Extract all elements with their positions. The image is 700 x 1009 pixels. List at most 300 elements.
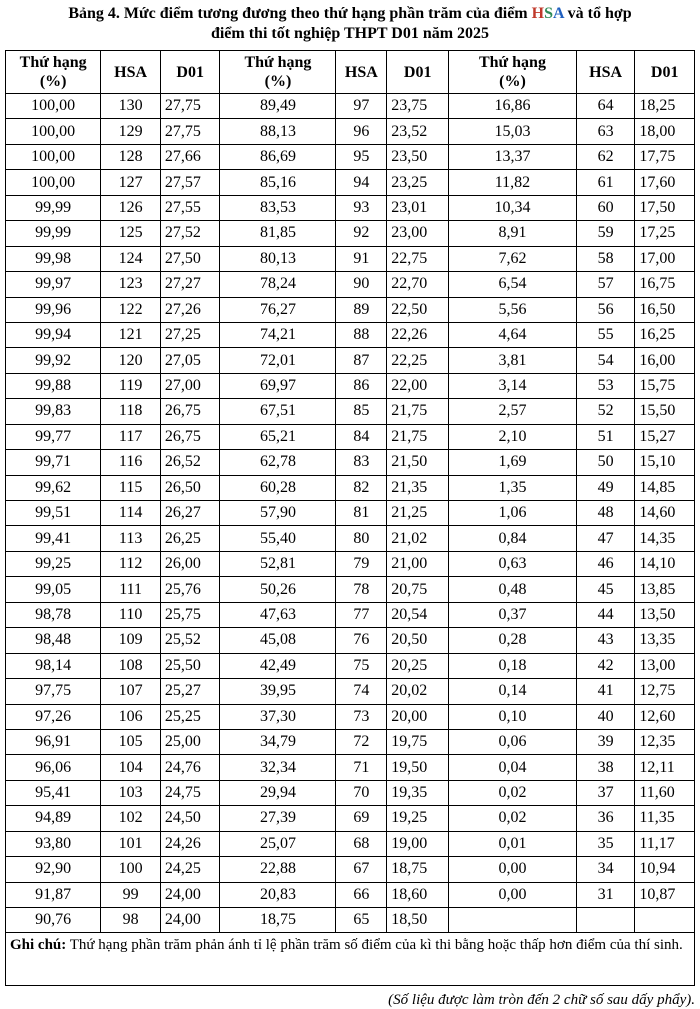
table-row xyxy=(6,322,695,347)
table-cell: 94,89 xyxy=(6,806,101,831)
table-cell: 109 xyxy=(101,628,161,653)
table-cell xyxy=(635,908,695,933)
table-cell: 55 xyxy=(576,322,635,347)
table-cell: 23,50 xyxy=(387,144,449,169)
table-cell: 100,00 xyxy=(6,144,101,169)
table-row xyxy=(6,628,695,653)
table-cell: 27,26 xyxy=(160,297,220,322)
table-cell: 16,86 xyxy=(449,94,577,119)
table-cell: 0,01 xyxy=(449,831,577,856)
table-cell: 27,05 xyxy=(160,348,220,373)
table-cell xyxy=(449,908,577,933)
table-cell: 12,75 xyxy=(635,679,695,704)
table-cell: 97 xyxy=(336,94,387,119)
table-cell: 70 xyxy=(336,780,387,805)
table-cell: 97,26 xyxy=(6,704,101,729)
table-cell: 20,75 xyxy=(387,577,449,602)
table-cell: 22,26 xyxy=(387,322,449,347)
table-cell: 107 xyxy=(101,679,161,704)
table-cell: 25,50 xyxy=(160,653,220,678)
table-cell: 99,77 xyxy=(6,424,101,449)
table-cell: 17,00 xyxy=(635,246,695,271)
table-row xyxy=(6,450,695,475)
title-text-after: và tổ hợp xyxy=(563,5,632,22)
table-cell: 47,63 xyxy=(220,602,336,627)
table-cell: 69,97 xyxy=(220,373,336,398)
table-cell: 27,55 xyxy=(160,195,220,220)
table-cell: 11,82 xyxy=(449,170,577,195)
table-cell: 14,85 xyxy=(635,475,695,500)
table-cell: 88 xyxy=(336,322,387,347)
table-cell: 125 xyxy=(101,221,161,246)
table-cell: 112 xyxy=(101,551,161,576)
table-cell: 23,25 xyxy=(387,170,449,195)
table-cell: 130 xyxy=(101,94,161,119)
table-cell: 82 xyxy=(336,475,387,500)
table-cell: 93,80 xyxy=(6,831,101,856)
table-cell: 37 xyxy=(576,780,635,805)
table-cell: 0,28 xyxy=(449,628,577,653)
header-d01: D01 xyxy=(160,51,220,94)
note-label: Ghi chú: xyxy=(10,937,67,954)
table-cell: 94 xyxy=(336,170,387,195)
table-row xyxy=(6,526,695,551)
table-cell: 99,05 xyxy=(6,577,101,602)
table-cell: 106 xyxy=(101,704,161,729)
table-cell: 99,83 xyxy=(6,399,101,424)
table-cell: 100 xyxy=(101,857,161,882)
note-cell xyxy=(6,933,695,986)
table-cell: 25,00 xyxy=(160,729,220,754)
table-row xyxy=(6,602,695,627)
table-cell: 18,25 xyxy=(635,94,695,119)
table-cell: 34 xyxy=(576,857,635,882)
table-row xyxy=(6,399,695,424)
table-cell: 11,17 xyxy=(635,831,695,856)
table-cell: 5,56 xyxy=(449,297,577,322)
table-cell: 22,88 xyxy=(220,857,336,882)
table-cell: 96 xyxy=(336,119,387,144)
table-cell: 31 xyxy=(576,882,635,907)
table-cell: 20,50 xyxy=(387,628,449,653)
table-cell: 27,25 xyxy=(160,322,220,347)
table-cell: 27,00 xyxy=(160,373,220,398)
table-cell: 18,00 xyxy=(635,119,695,144)
table-cell: 119 xyxy=(101,373,161,398)
table-cell: 40 xyxy=(576,704,635,729)
header-rank: Thứ hạng (%) xyxy=(220,51,336,94)
table-cell: 11,60 xyxy=(635,780,695,805)
table-cell: 99,98 xyxy=(6,246,101,271)
header-row xyxy=(6,51,695,94)
table-cell: 25,07 xyxy=(220,831,336,856)
table-cell: 24,76 xyxy=(160,755,220,780)
table-cell: 19,35 xyxy=(387,780,449,805)
table-cell: 47 xyxy=(576,526,635,551)
table-cell: 0,04 xyxy=(449,755,577,780)
table-cell: 79 xyxy=(336,551,387,576)
table-cell: 124 xyxy=(101,246,161,271)
table-cell: 48 xyxy=(576,501,635,526)
table-cell: 128 xyxy=(101,144,161,169)
table-row xyxy=(6,653,695,678)
table-cell: 74,21 xyxy=(220,322,336,347)
header-rank: Thứ hạng (%) xyxy=(449,51,577,94)
table-cell: 122 xyxy=(101,297,161,322)
table-cell: 23,52 xyxy=(387,119,449,144)
table-cell: 20,00 xyxy=(387,704,449,729)
table-cell: 20,25 xyxy=(387,653,449,678)
table-cell: 25,75 xyxy=(160,602,220,627)
table-cell: 26,00 xyxy=(160,551,220,576)
table-cell: 86,69 xyxy=(220,144,336,169)
table-cell: 57,90 xyxy=(220,501,336,526)
table-cell: 85 xyxy=(336,399,387,424)
table-row xyxy=(6,857,695,882)
table-cell: 22,25 xyxy=(387,348,449,373)
table-cell: 83 xyxy=(336,450,387,475)
table-cell: 15,27 xyxy=(635,424,695,449)
table-cell: 99,88 xyxy=(6,373,101,398)
table-cell: 71 xyxy=(336,755,387,780)
table-row xyxy=(6,373,695,398)
table-row xyxy=(6,755,695,780)
table-cell: 0,00 xyxy=(449,857,577,882)
table-cell: 17,75 xyxy=(635,144,695,169)
table-cell: 41 xyxy=(576,679,635,704)
table-cell: 20,02 xyxy=(387,679,449,704)
table-cell: 50 xyxy=(576,450,635,475)
table-cell: 78,24 xyxy=(220,272,336,297)
table-cell: 15,50 xyxy=(635,399,695,424)
table-row xyxy=(6,704,695,729)
note-row xyxy=(6,933,695,986)
table-cell: 81 xyxy=(336,501,387,526)
table-cell: 3,14 xyxy=(449,373,577,398)
table-row xyxy=(6,221,695,246)
table-cell: 67 xyxy=(336,857,387,882)
table-cell: 54 xyxy=(576,348,635,373)
table-cell: 14,35 xyxy=(635,526,695,551)
table-cell: 89,49 xyxy=(220,94,336,119)
table-cell: 26,27 xyxy=(160,501,220,526)
table-cell: 24,26 xyxy=(160,831,220,856)
table-cell: 0,02 xyxy=(449,806,577,831)
table-cell: 65 xyxy=(336,908,387,933)
table-cell: 74 xyxy=(336,679,387,704)
table-cell: 19,50 xyxy=(387,755,449,780)
table-cell: 10,34 xyxy=(449,195,577,220)
table-cell: 23,75 xyxy=(387,94,449,119)
table-row xyxy=(6,170,695,195)
table-cell: 51 xyxy=(576,424,635,449)
table-row xyxy=(6,882,695,907)
table-cell: 0,10 xyxy=(449,704,577,729)
table-cell: 93 xyxy=(336,195,387,220)
table-body xyxy=(6,94,695,933)
table-cell: 24,75 xyxy=(160,780,220,805)
table-cell: 98 xyxy=(101,908,161,933)
table-cell: 7,62 xyxy=(449,246,577,271)
table-cell: 19,25 xyxy=(387,806,449,831)
table-cell: 22,00 xyxy=(387,373,449,398)
table-cell: 50,26 xyxy=(220,577,336,602)
table-cell: 0,48 xyxy=(449,577,577,602)
table-cell: 26,75 xyxy=(160,399,220,424)
table-cell: 19,75 xyxy=(387,729,449,754)
table-cell: 27,52 xyxy=(160,221,220,246)
table-row xyxy=(6,297,695,322)
table-cell: 114 xyxy=(101,501,161,526)
table-cell: 25,76 xyxy=(160,577,220,602)
table-cell: 66 xyxy=(336,882,387,907)
table-cell: 21,75 xyxy=(387,424,449,449)
table-cell: 120 xyxy=(101,348,161,373)
table-cell: 38 xyxy=(576,755,635,780)
table-cell: 21,02 xyxy=(387,526,449,551)
table-cell: 57 xyxy=(576,272,635,297)
table-cell: 67,51 xyxy=(220,399,336,424)
table-cell: 116 xyxy=(101,450,161,475)
title-hsa-a: A xyxy=(552,5,564,22)
table-cell: 68 xyxy=(336,831,387,856)
table-cell: 108 xyxy=(101,653,161,678)
table-cell: 1,69 xyxy=(449,450,577,475)
table-cell: 123 xyxy=(101,272,161,297)
table-cell: 99,99 xyxy=(6,221,101,246)
table-cell: 16,75 xyxy=(635,272,695,297)
table-cell: 83,53 xyxy=(220,195,336,220)
table-cell: 76 xyxy=(336,628,387,653)
table-cell: 24,25 xyxy=(160,857,220,882)
table-cell: 127 xyxy=(101,170,161,195)
score-equivalence-table xyxy=(5,50,695,986)
table-cell: 121 xyxy=(101,322,161,347)
table-cell: 55,40 xyxy=(220,526,336,551)
table-cell: 89 xyxy=(336,297,387,322)
table-cell: 20,83 xyxy=(220,882,336,907)
table-cell: 15,03 xyxy=(449,119,577,144)
table-cell: 13,85 xyxy=(635,577,695,602)
table-cell: 49 xyxy=(576,475,635,500)
table-cell: 22,50 xyxy=(387,297,449,322)
table-cell: 99 xyxy=(101,882,161,907)
table-row xyxy=(6,144,695,169)
table-cell: 27,27 xyxy=(160,272,220,297)
table-cell: 12,60 xyxy=(635,704,695,729)
table-cell: 16,25 xyxy=(635,322,695,347)
header-hsa: HSA xyxy=(336,51,387,94)
table-cell: 45 xyxy=(576,577,635,602)
table-row xyxy=(6,551,695,576)
table-cell: 102 xyxy=(101,806,161,831)
table-cell: 100,00 xyxy=(6,170,101,195)
table-row xyxy=(6,806,695,831)
table-cell: 45,08 xyxy=(220,628,336,653)
table-cell: 126 xyxy=(101,195,161,220)
table-cell: 19,00 xyxy=(387,831,449,856)
table-cell: 98,48 xyxy=(6,628,101,653)
table-row xyxy=(6,272,695,297)
table-cell: 18,50 xyxy=(387,908,449,933)
table-cell: 6,54 xyxy=(449,272,577,297)
table-cell: 99,99 xyxy=(6,195,101,220)
table-cell: 43 xyxy=(576,628,635,653)
table-cell: 99,92 xyxy=(6,348,101,373)
title-hsa-s: S xyxy=(544,5,553,22)
table-cell: 95 xyxy=(336,144,387,169)
table-cell: 4,64 xyxy=(449,322,577,347)
table-cell: 99,51 xyxy=(6,501,101,526)
rounding-footnote: (Số liệu được làm tròn đến 2 chữ số sau dấy phẩy). xyxy=(388,992,695,1009)
table-cell: 15,75 xyxy=(635,373,695,398)
table-cell: 39 xyxy=(576,729,635,754)
table-cell: 21,35 xyxy=(387,475,449,500)
table-cell: 95,41 xyxy=(6,780,101,805)
table-cell: 58 xyxy=(576,246,635,271)
table-cell: 76,27 xyxy=(220,297,336,322)
table-cell: 91 xyxy=(336,246,387,271)
table-cell: 92,90 xyxy=(6,857,101,882)
table-cell: 2,10 xyxy=(449,424,577,449)
table-cell: 60,28 xyxy=(220,475,336,500)
title-line-1 xyxy=(0,4,700,24)
table-cell: 14,10 xyxy=(635,551,695,576)
table-cell: 62,78 xyxy=(220,450,336,475)
table-cell: 18,75 xyxy=(220,908,336,933)
table-cell: 0,14 xyxy=(449,679,577,704)
table-cell: 99,94 xyxy=(6,322,101,347)
table-cell: 13,37 xyxy=(449,144,577,169)
table-row xyxy=(6,831,695,856)
table-cell: 77 xyxy=(336,602,387,627)
table-cell: 80 xyxy=(336,526,387,551)
table-cell: 69 xyxy=(336,806,387,831)
table-cell: 18,75 xyxy=(387,857,449,882)
table-cell: 59 xyxy=(576,221,635,246)
table-cell: 53 xyxy=(576,373,635,398)
title-hsa-h: H xyxy=(531,5,545,22)
table-cell: 92 xyxy=(336,221,387,246)
table-cell: 27,57 xyxy=(160,170,220,195)
table-cell: 56 xyxy=(576,297,635,322)
table-cell: 100,00 xyxy=(6,119,101,144)
table-cell: 99,97 xyxy=(6,272,101,297)
table-cell xyxy=(576,908,635,933)
table-cell: 97,75 xyxy=(6,679,101,704)
table-cell: 22,70 xyxy=(387,272,449,297)
table-cell: 17,60 xyxy=(635,170,695,195)
table-cell: 75 xyxy=(336,653,387,678)
table-cell: 0,00 xyxy=(449,882,577,907)
table-cell: 0,06 xyxy=(449,729,577,754)
table-cell: 29,94 xyxy=(220,780,336,805)
table-cell: 16,50 xyxy=(635,297,695,322)
header-hsa: HSA xyxy=(576,51,635,94)
table-cell: 81,85 xyxy=(220,221,336,246)
table-cell: 104 xyxy=(101,755,161,780)
table-cell: 26,25 xyxy=(160,526,220,551)
table-cell: 21,00 xyxy=(387,551,449,576)
table-cell: 96,06 xyxy=(6,755,101,780)
table-cell: 21,25 xyxy=(387,501,449,526)
table-cell: 61 xyxy=(576,170,635,195)
table-cell: 14,60 xyxy=(635,501,695,526)
header-rank: Thứ hạng (%) xyxy=(6,51,101,94)
table-cell: 62 xyxy=(576,144,635,169)
table-row xyxy=(6,246,695,271)
table-cell: 13,00 xyxy=(635,653,695,678)
table-cell: 99,41 xyxy=(6,526,101,551)
note-text: Thứ hạng phần trăm phản ánh tỉ lệ phần trăm số điểm của kì thi bằng hoặc thấp hơn điểm của thí sinh. xyxy=(66,937,683,954)
table-cell: 12,11 xyxy=(635,755,695,780)
table-cell: 110 xyxy=(101,602,161,627)
table-cell: 85,16 xyxy=(220,170,336,195)
title-text-before: Bảng 4. Mức điểm tương đương theo thứ hạng phần trăm của điểm xyxy=(68,5,532,22)
table-cell: 10,87 xyxy=(635,882,695,907)
table-cell: 25,27 xyxy=(160,679,220,704)
table-cell: 21,75 xyxy=(387,399,449,424)
table-cell: 99,62 xyxy=(6,475,101,500)
table-row xyxy=(6,501,695,526)
table-cell: 24,00 xyxy=(160,882,220,907)
table-cell: 64 xyxy=(576,94,635,119)
table-cell: 17,25 xyxy=(635,221,695,246)
table-cell: 118 xyxy=(101,399,161,424)
table-cell: 98,78 xyxy=(6,602,101,627)
table-cell: 23,00 xyxy=(387,221,449,246)
table-cell: 103 xyxy=(101,780,161,805)
table-cell: 98,14 xyxy=(6,653,101,678)
table-cell: 44 xyxy=(576,602,635,627)
table-cell: 91,87 xyxy=(6,882,101,907)
table-cell: 63 xyxy=(576,119,635,144)
table-cell: 18,60 xyxy=(387,882,449,907)
table-cell: 99,25 xyxy=(6,551,101,576)
table-cell: 0,37 xyxy=(449,602,577,627)
table-cell: 17,50 xyxy=(635,195,695,220)
table-row xyxy=(6,94,695,119)
table-cell: 23,01 xyxy=(387,195,449,220)
table-cell: 32,34 xyxy=(220,755,336,780)
table-row xyxy=(6,679,695,704)
table-cell: 0,84 xyxy=(449,526,577,551)
table-cell: 78 xyxy=(336,577,387,602)
table-row xyxy=(6,195,695,220)
table-cell: 115 xyxy=(101,475,161,500)
table-cell: 2,57 xyxy=(449,399,577,424)
table-cell: 90 xyxy=(336,272,387,297)
table-cell: 105 xyxy=(101,729,161,754)
table-cell: 42 xyxy=(576,653,635,678)
table-cell: 65,21 xyxy=(220,424,336,449)
table-cell: 72 xyxy=(336,729,387,754)
table-row xyxy=(6,780,695,805)
table-cell: 52 xyxy=(576,399,635,424)
table-cell: 117 xyxy=(101,424,161,449)
table-cell: 96,91 xyxy=(6,729,101,754)
table-cell: 24,50 xyxy=(160,806,220,831)
table-cell: 34,79 xyxy=(220,729,336,754)
table-cell: 60 xyxy=(576,195,635,220)
table-cell: 42,49 xyxy=(220,653,336,678)
table-cell: 113 xyxy=(101,526,161,551)
table-cell: 27,75 xyxy=(160,94,220,119)
table-cell: 72,01 xyxy=(220,348,336,373)
table-cell: 35 xyxy=(576,831,635,856)
table-row xyxy=(6,424,695,449)
table-cell: 86 xyxy=(336,373,387,398)
